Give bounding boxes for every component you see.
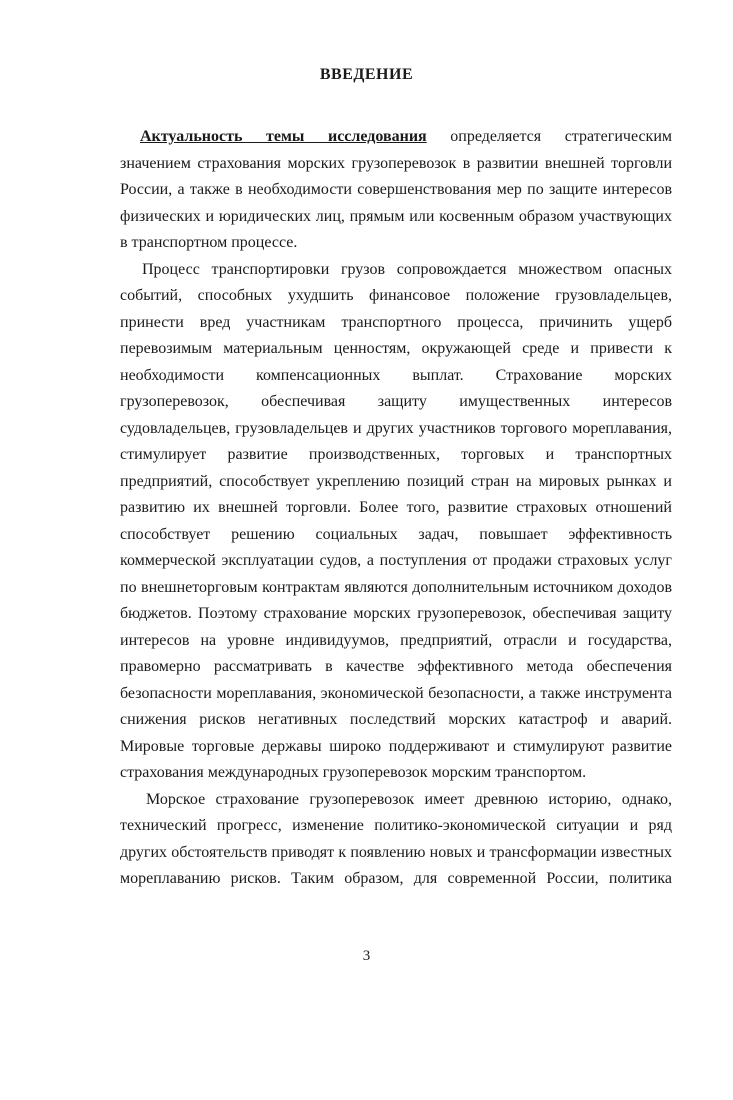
text-line: технический прогресс, изменение политико-экономической ситуации и ряд [120,817,672,834]
paragraph-transport-process [120,257,672,787]
text-line: событий, способных ухудшить финансовое положение грузовладельцев, [120,287,672,304]
paragraph-relevance [120,124,672,257]
text-line: в транспортном процессе. [120,234,298,251]
text-line: интересов на уровне индивидуумов, предприятий, отрасли и государства, [120,631,672,649]
text-line: физических и юридических лиц, прямым или косвенным образом участвующих [120,207,672,225]
text-line: бюджетов. Поэтому страхование морских грузоперевозок, обеспечивая защиту [120,605,672,622]
page-number: 3 [362,948,371,964]
text-line: по внешнеторговым контрактам являются дополнительным источником доходов [120,578,672,596]
relevance-heading: Актуальность темы исследования [140,128,427,145]
text-line: стимулирует развитие производственных, торговых и транспортных [120,446,672,463]
text-line: перевозимым материальным ценностям, окружающей среде и привести к [120,340,672,357]
text-line: России, а также в необходимости совершенствования мер по защите интересов [120,181,672,198]
text-line: Морское страхование грузоперевозок имеет древнюю историю, однако, [146,790,672,808]
text-line: судовладельцев, грузовладельцев и других участников торгового мореплавания, [120,419,672,437]
text-line [120,124,672,151]
text-line: необходимости компенсационных выплат. Страхование морских [120,366,672,384]
text-line: безопасности мореплавания, экономической безопасности, а также инструмента [120,684,672,702]
body-text [120,124,672,893]
text-line: значением страхования морских грузоперевозок в развитии внешней торговли [120,154,672,172]
text-line: снижения рисков негативных последствий морских катастроф и аварий. [120,711,672,728]
text-line: предприятий, способствует укреплению позиций стран на мировых рынках и [120,472,672,490]
text-line: мореплаванию рисков. Таким образом, для современной России, политика [120,870,672,887]
text-line: Процесс транспортировки грузов сопровождается множеством опасных [142,260,672,278]
text-line: страхования международных грузоперевозок морским транспортом. [120,764,587,781]
page-title: ВВЕДЕНИЕ [319,66,414,83]
text-line: принести вред участникам транспортного процесса, причинить ущерб [120,313,672,331]
text-line: способствует решению социальных задач, повышает эффективность [120,525,672,543]
paragraph-marine-insurance [120,787,672,893]
text-line: коммерческой эксплуатации судов, а поступления от продажи страховых услуг [120,552,672,569]
text-line: правомерно рассматривать в качестве эффективного метода обеспечения [120,658,672,675]
text-line: других обстоятельств приводят к появлению новых и трансформации известных [120,843,672,861]
text-line: развитию их внешней торговли. Более того, развитие страховых отношений [120,499,672,516]
text-line: Мировые торговые державы широко поддерживают и стимулируют развитие [120,737,672,755]
text-line: грузоперевозок, обеспечивая защиту имущественных интересов [120,393,672,410]
text-fragment: определяется стратегическим [426,128,672,145]
